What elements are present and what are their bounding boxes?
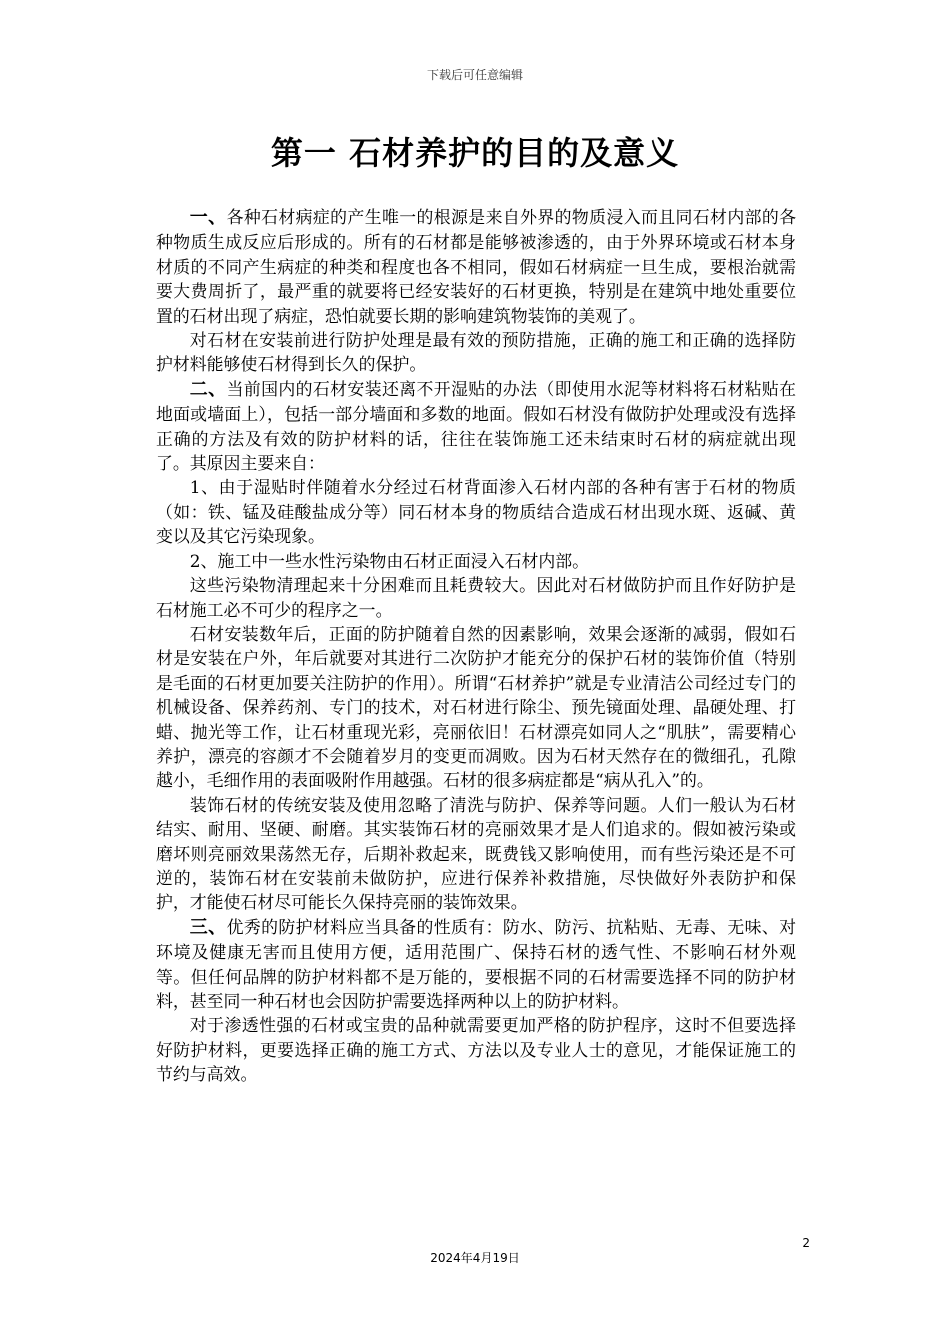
section-two-item-1: 1、由于湿贴时伴随着水分经过石材背面渗入石材内部的各种有害于石材的物质（如：铁、锰及硅酸盐成分等）同石材本身的物质结合造成石材出现水斑、返碱、黄变以及其它污染现象。 bbox=[156, 477, 796, 547]
section-three-paragraph bbox=[156, 915, 796, 1014]
section-two-item-2: 2、施工中一些水性污染物由石材正面浸入石材内部。 bbox=[189, 550, 590, 571]
section-one-paragraph-2: 对石材在安装前进行防护处理是最有效的预防措施，正确的施工和正确的选择防护材料能够使石材得到长久的保护。 bbox=[156, 330, 796, 375]
page-title: 第一 石材养护的目的及意义 bbox=[270, 134, 680, 172]
header-note: 下载后可任意编辑 bbox=[426, 68, 523, 82]
section-two-paragraph-5: 石材安装数年后，正面的防护随着自然的因素影响，效果会逐渐的减弱，假如石材是安装在户外，年后就要对其进行二次防护才能充分的保护石材的装饰价值（特别是毛面的石材更加要关注防护的作用）。所谓“石材养护”就是专业清洁公司经过专门的机械设备、保养药剂、专门的技术，对石材进行除尘、预先镜面处理、晶硬处理、打蜡、抛光等工作，让石材重现光彩，亮丽依旧！石材漂亮如同人之“肌肤”，需要精心养护，漂亮的容颜才不会随着岁月的变更而凋败。因为石材天然存在的微细孔，孔隙越小，毛细作用的表面吸附作用越强。石材的很多病症都是“病从孔入”的。 bbox=[156, 623, 796, 791]
section-two-number: 二、 bbox=[189, 378, 227, 400]
section-one-number: 一、 bbox=[189, 207, 227, 228]
section-three-paragraph-2: 对于渗透性强的石材或宝贵的品种就需要更加严格的防护程序，这时不但要选择好防护材料，更要选择正确的施工方式、方法以及专业人士的意见，才能保证施工的节约与高效。 bbox=[156, 1015, 796, 1085]
section-three-number: 三、 bbox=[189, 916, 227, 938]
section-three-text: 优秀的防护材料应当具备的性质有：防水、防污、抗粘贴、无毒、无味、对环境及健康无害而且使用方便，适用范围广、保持石材的透气性、不影响石材外观等。但任何品牌的防护材料都不是万能的，要根据不同的石材需要选择不同的防护材料，甚至同一种石材也会因防护需要选择两种以上的防护材料。 bbox=[156, 916, 797, 1011]
section-one-text: 各种石材病症的产生唯一的根源是来自外界的物质浸入而且同石材内部的各种物质生成反应后形成的。所有的石材都是能够被渗透的，由于外界环境或石材本身材质的不同产生病症的种类和程度也各不相同，假如石材病症一旦生成，要根治就需要大费周折了，最严重的就要将已经安装好的石材更换，特别是在建筑中地处重要位置的石材出现了病症，恐怕就要长期的影响建筑物装饰的美观了。 bbox=[156, 207, 797, 326]
section-two-paragraph bbox=[156, 377, 796, 476]
document-body bbox=[156, 205, 796, 1087]
footer-date: 2024年4月19日 bbox=[430, 1251, 520, 1265]
page-number: 2 bbox=[802, 1236, 810, 1250]
section-one-paragraph bbox=[156, 205, 796, 328]
section-two-paragraph-4: 这些污染物清理起来十分困难而且耗费较大。因此对石材做防护而且作好防护是石材施工必不可少的程序之一。 bbox=[156, 575, 796, 620]
section-two-text: 当前国内的石材安装还离不开湿贴的办法（即使用水泥等材料将石材粘贴在地面或墙面上），包括一部分墙面和多数的地面。假如石材没有做防护处理或没有选择正确的方法及有效的防护材料的话，往往在装饰施工还未结束时石材的病症就出现了。其原因主要来自： bbox=[156, 378, 797, 474]
section-two-paragraph-6: 装饰石材的传统安装及使用忽略了清洗与防护、保养等问题。人们一般认为石材结实、耐用、坚硬、耐磨。其实装饰石材的亮丽效果才是人们追求的。假如被污染或磨坏则亮丽效果荡然无存，后期补救起来，既费钱又影响使用，而有些污染还是不可逆的，装饰石材在安装前未做防护，应进行保养补救措施，尽快做好外表防护和保护，才能使石材尽可能长久保持亮丽的装饰效果。 bbox=[156, 794, 796, 913]
